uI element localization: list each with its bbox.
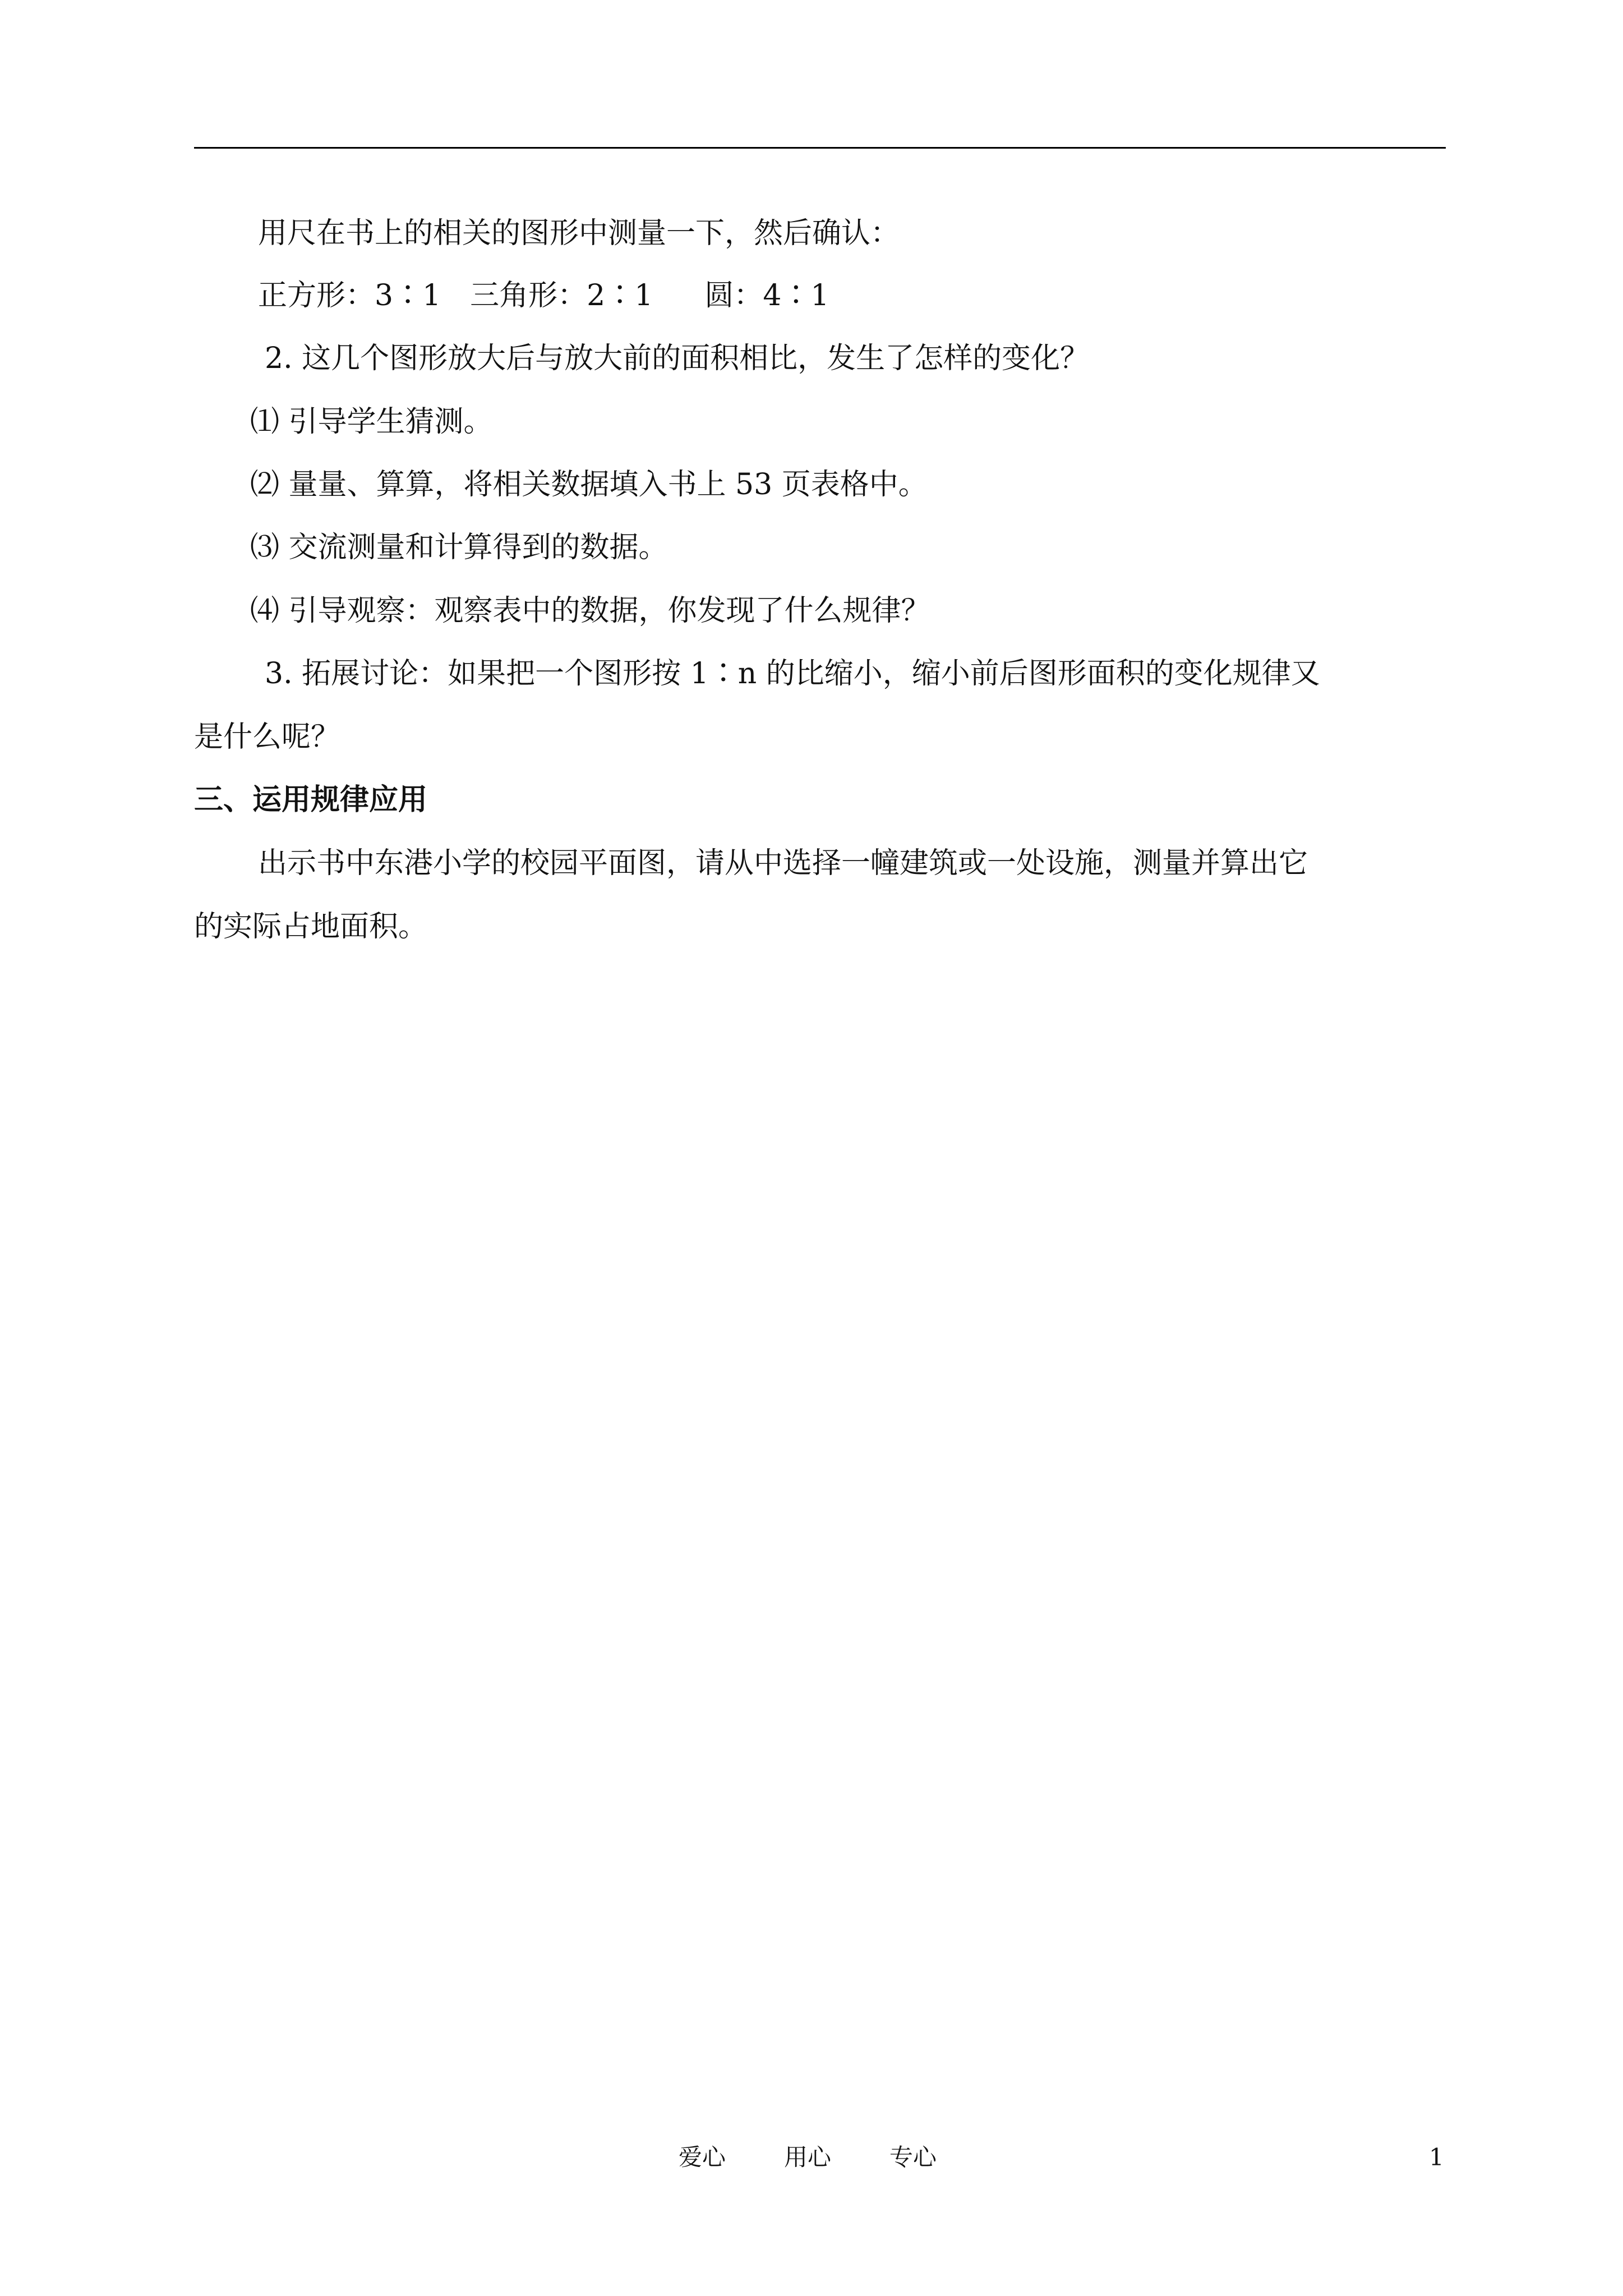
section-heading: 三、运用规律应用 [194, 783, 428, 817]
footer-motto-3: 专心 [889, 2143, 937, 2171]
step-3: ⑶ 交流测量和计算得到的数据。 [250, 531, 668, 564]
ratio-triangle: 三角形：2∶1 [470, 279, 653, 312]
page-number: 1 [1429, 2143, 1444, 2171]
paragraph-line-2: 的实际占地面积。 [194, 910, 428, 944]
question-3-line-2: 是什么呢？ [194, 720, 340, 754]
ratio-line [194, 277, 1510, 314]
ratio-square: 正方形：3∶1 [258, 279, 441, 312]
ratio-circle: 圆：4∶1 [704, 279, 829, 312]
paragraph-line-1: 出示书中东港小学的校园平面图，请从中选择一幢建筑或一处设施，测量并算出它 [258, 846, 1308, 880]
question-3-line-1: 3. 拓展讨论：如果把一个图形按 1∶n 的比缩小，缩小前后图形面积的变化规律又 [265, 657, 1320, 691]
header-rule [194, 147, 1446, 149]
question-2: 2. 这几个图形放大后与放大前的面积相比，发生了怎样的变化？ [265, 342, 1090, 375]
footer-motto-2: 用心 [784, 2143, 832, 2171]
measure-instruction: 用尺在书上的相关的图形中测量一下，然后确认： [258, 217, 900, 250]
step-4: ⑷ 引导观察：观察表中的数据，你发现了什么规律？ [250, 594, 930, 628]
step-1: ⑴ 引导学生猜测。 [250, 405, 493, 439]
step-2: ⑵ 量量、算算，将相关数据填入书上 53 页表格中。 [250, 468, 928, 501]
footer-motto [679, 2142, 937, 2173]
footer-motto-1: 爱心 [679, 2143, 726, 2171]
